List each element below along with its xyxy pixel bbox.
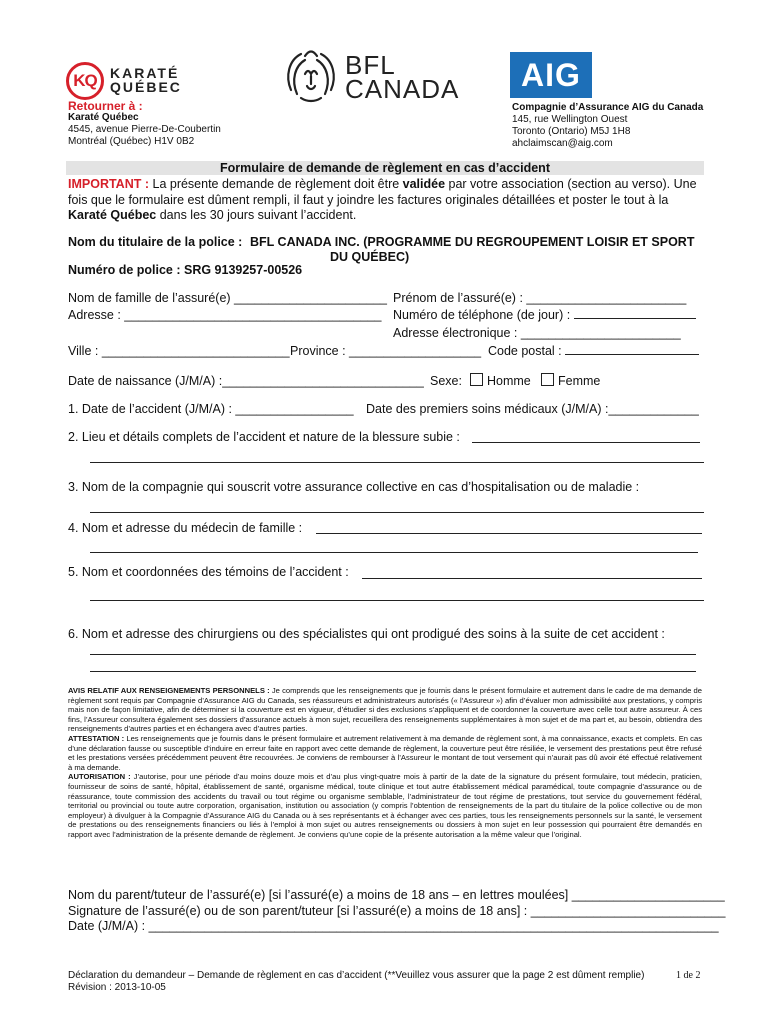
- privacy-notice: [68, 686, 702, 840]
- attestation-heading: ATTESTATION :: [68, 733, 125, 743]
- answer-line[interactable]: [316, 533, 702, 534]
- karate-quebec-mark: KQ: [66, 62, 104, 100]
- return-heading: Retourner à :: [68, 99, 143, 113]
- last-name-field[interactable]: Nom de famille de l’assuré(e) ______________________: [68, 291, 387, 305]
- revision-date: Révision : 2013-10-05: [68, 982, 166, 993]
- karate-logo-line1: KARATÉ: [110, 65, 180, 81]
- return-name: Karaté Québec: [68, 112, 139, 123]
- witnesses-question: 5. Nom et coordonnées des témoins de l’accident :: [68, 565, 349, 579]
- province-field[interactable]: Province : ___________________: [290, 344, 482, 358]
- first-care-date-field[interactable]: Date des premiers soins médicaux (J/M/A) :_____________: [366, 402, 699, 416]
- return-street: 4545, avenue Pierre-De-Coubertin: [68, 124, 221, 135]
- sex-label: Sexe:: [430, 374, 462, 388]
- return-city: Montréal (Québec) H1V 0B2: [68, 136, 195, 147]
- address-field[interactable]: Adresse : _____________________________________: [68, 308, 382, 322]
- karate-quebec-logo: [66, 62, 198, 100]
- form-title: Formulaire de demande de règlement en cas d’accident: [66, 161, 704, 175]
- important-label: IMPORTANT :: [68, 177, 150, 191]
- bfl-canada-logo: [283, 46, 473, 104]
- authorization-text: J’autorise, pour une période d’au moins douze mois et d’au plus vingt-quatre mois à partir de la date de la signature du présent formulaire, tout médecin, praticien, fournisseur de soins de santé, hôpital, établissement de santé, organisme médical, toute clinique et tout autre établissement médical paramédical, toute compagnie d’assurance ou de réassurance, toute commission des accidents du travail ou tout régime ou organisme semblable, l’administrateur de tout régime de prestations, tout service du gouvernement fédéral, territorial ou provincial ou toute autre corporation, organisation, institution ou association (y compris l’obtention de renseignements de la part du titulaire de la police collective ou de mon employeur) à divulguer à la Compagnie d’Assurance AIG du Canada ou à ses représentants et à échanger avec ces parties, tous les renseignements personnels sur la santé, le versement de prestations ou des renseignements financiers ou liés à l’emploi à mon sujet ou autres renseignements ou dossiers à mon sujet en leur possession qui pourraient être demandés en rapport avec l’administration de la présente demande de règlement. Je conviens qu’une copie de la présente autorisation a la même valeur que l’original.: [68, 772, 703, 839]
- group-insurer-question: 3. Nom de la compagnie qui souscrit votre assurance collective en cas d’hospitalisation ou de maladie :: [68, 480, 640, 494]
- policyholder-label: Nom du titulaire de la police :: [68, 235, 243, 249]
- attestation-text: Les renseignements que je fournis dans le présent formulaire et autrement relativement à ma demande de règlement sont, à ma connaissance, exacts et complets. En cas d’une déclaration fausse ou susceptible d’induire en erreur faite en rapport avec cette demande de règlement, la couverture peut être résiliée, le versement des prestations peut être refusé et les prestations versées précédemment peuvent être recouvrées. Je conviens de rembourser à l’Assureur le montant de tout versement qui n’aurait pas dû avoir été effectué relativement à ma demande.: [68, 733, 702, 772]
- accident-details-question: 2. Lieu et détails complets de l’accident et nature de la blessure subie :: [68, 430, 460, 444]
- authorization-heading: AUTORISATION :: [68, 772, 131, 782]
- page-number: 1 de 2: [676, 970, 701, 981]
- insurer-city: Toronto (Ontario) M5J 1H8: [512, 126, 631, 137]
- bfl-logo-line2: CANADA: [345, 74, 460, 104]
- postal-code-field[interactable]: [488, 343, 699, 359]
- answer-line[interactable]: [90, 671, 696, 672]
- policyholder-value-cont: DU QUÉBEC): [330, 250, 410, 264]
- signature-field[interactable]: Signature de l’assuré(e) ou de son parent/tuteur [si l’assuré(e) a moins de 18 ans] : ____________________________: [68, 904, 726, 918]
- signature-date-field[interactable]: Date (J/M/A) : __________________________________________________________________________________: [68, 919, 719, 933]
- aig-logo: [510, 52, 592, 98]
- aig-logo-text: AIG: [521, 56, 581, 93]
- email-field[interactable]: Adresse électronique : _______________________: [393, 326, 681, 340]
- male-checkbox[interactable]: Homme: [470, 373, 531, 389]
- answer-line[interactable]: [90, 512, 704, 513]
- answer-line[interactable]: [90, 600, 704, 601]
- lion-icon: [283, 46, 339, 104]
- phone-field-label: Numéro de téléphone (de jour) :: [393, 308, 574, 322]
- answer-line[interactable]: [362, 578, 702, 579]
- insurer-address: [512, 102, 703, 150]
- answer-line[interactable]: [90, 654, 696, 655]
- privacy-heading: AVIS RELATIF AUX RENSEIGNEMENTS PERSONNELS :: [68, 686, 270, 695]
- city-field[interactable]: Ville : ___________________________: [68, 344, 290, 358]
- family-doctor-question: 4. Nom et adresse du médecin de famille :: [68, 521, 303, 535]
- bfl-logo-line1: BFL: [345, 50, 396, 80]
- postal-code-label: Code postal :: [488, 344, 566, 358]
- female-checkbox[interactable]: Femme: [541, 373, 600, 389]
- answer-line[interactable]: [90, 552, 698, 553]
- dob-field[interactable]: Date de naissance (J/M/A) :_____________________________: [68, 374, 424, 388]
- specialists-question: 6. Nom et adresse des chirurgiens ou des spécialistes qui ont prodigué des soins à la suite de cet accident :: [68, 627, 665, 641]
- privacy-text: Je comprends que les renseignements que je fournis dans le présent formulaire et autrement dans le cadre de ma demande de règlement sont requis par Compagnie d’Assurance AIG du Canada, ses réassureurs et administrateurs autorisés (« l’Assureur ») afin d’évaluer mon admissibilité aux prestations, y compris mais non de façon limitative, afin de déterminer si la couverture est en vigueur, d’étudier si des exclusions s’appliquent et de coordonner la couverture avec celle tout autre assureur. À ces fins, l’Assureur consultera également ses dossiers d’assurance actuels à mon sujet, recueillera des renseignements supplémentaires à mon sujet et de ma part et, au besoin, obtiendra des renseignements d’autres parties et en échangera avec d’autres parties.: [68, 686, 702, 734]
- parent-name-field[interactable]: Nom du parent/tuteur de l’assuré(e) [si l’assuré(e) a moins de 18 ans – en lettres moulées] ______________________: [68, 888, 725, 902]
- karate-logo-line2: QUÉBEC: [110, 79, 182, 95]
- answer-line[interactable]: [472, 442, 700, 443]
- insurer-email: ahclaimscan@aig.com: [512, 138, 613, 149]
- answer-line[interactable]: [90, 462, 704, 463]
- insurer-street: 145, rue Wellington Ouest: [512, 114, 628, 125]
- phone-field[interactable]: [393, 307, 696, 323]
- first-name-field[interactable]: Prénom de l’assuré(e) : _______________________: [393, 291, 687, 305]
- intro-paragraph: IMPORTANT : La présente demande de règlement doit être validée par votre association (section au verso). Une fois que le formulaire est dûment rempli, il faut y joindre les factures originales détaillées et poster le tout à la Karaté Québec dans les 30 jours suivant l’accident.: [68, 177, 697, 222]
- accident-date-field[interactable]: 1. Date de l’accident (J/M/A) : _________________: [68, 402, 354, 416]
- footer-declaration: Déclaration du demandeur – Demande de règlement en cas d’accident (**Veuillez vous assurer que la page 2 est dûment remplie): [68, 970, 645, 981]
- return-address: [68, 100, 221, 148]
- insurer-name: Compagnie d’Assurance AIG du Canada: [512, 102, 704, 113]
- policyholder-value: BFL CANADA INC. (PROGRAMME DU REGROUPEMENT LOISIR ET SPORT: [250, 235, 695, 249]
- policy-number: Numéro de police : SRG 9139257-00526: [68, 263, 303, 277]
